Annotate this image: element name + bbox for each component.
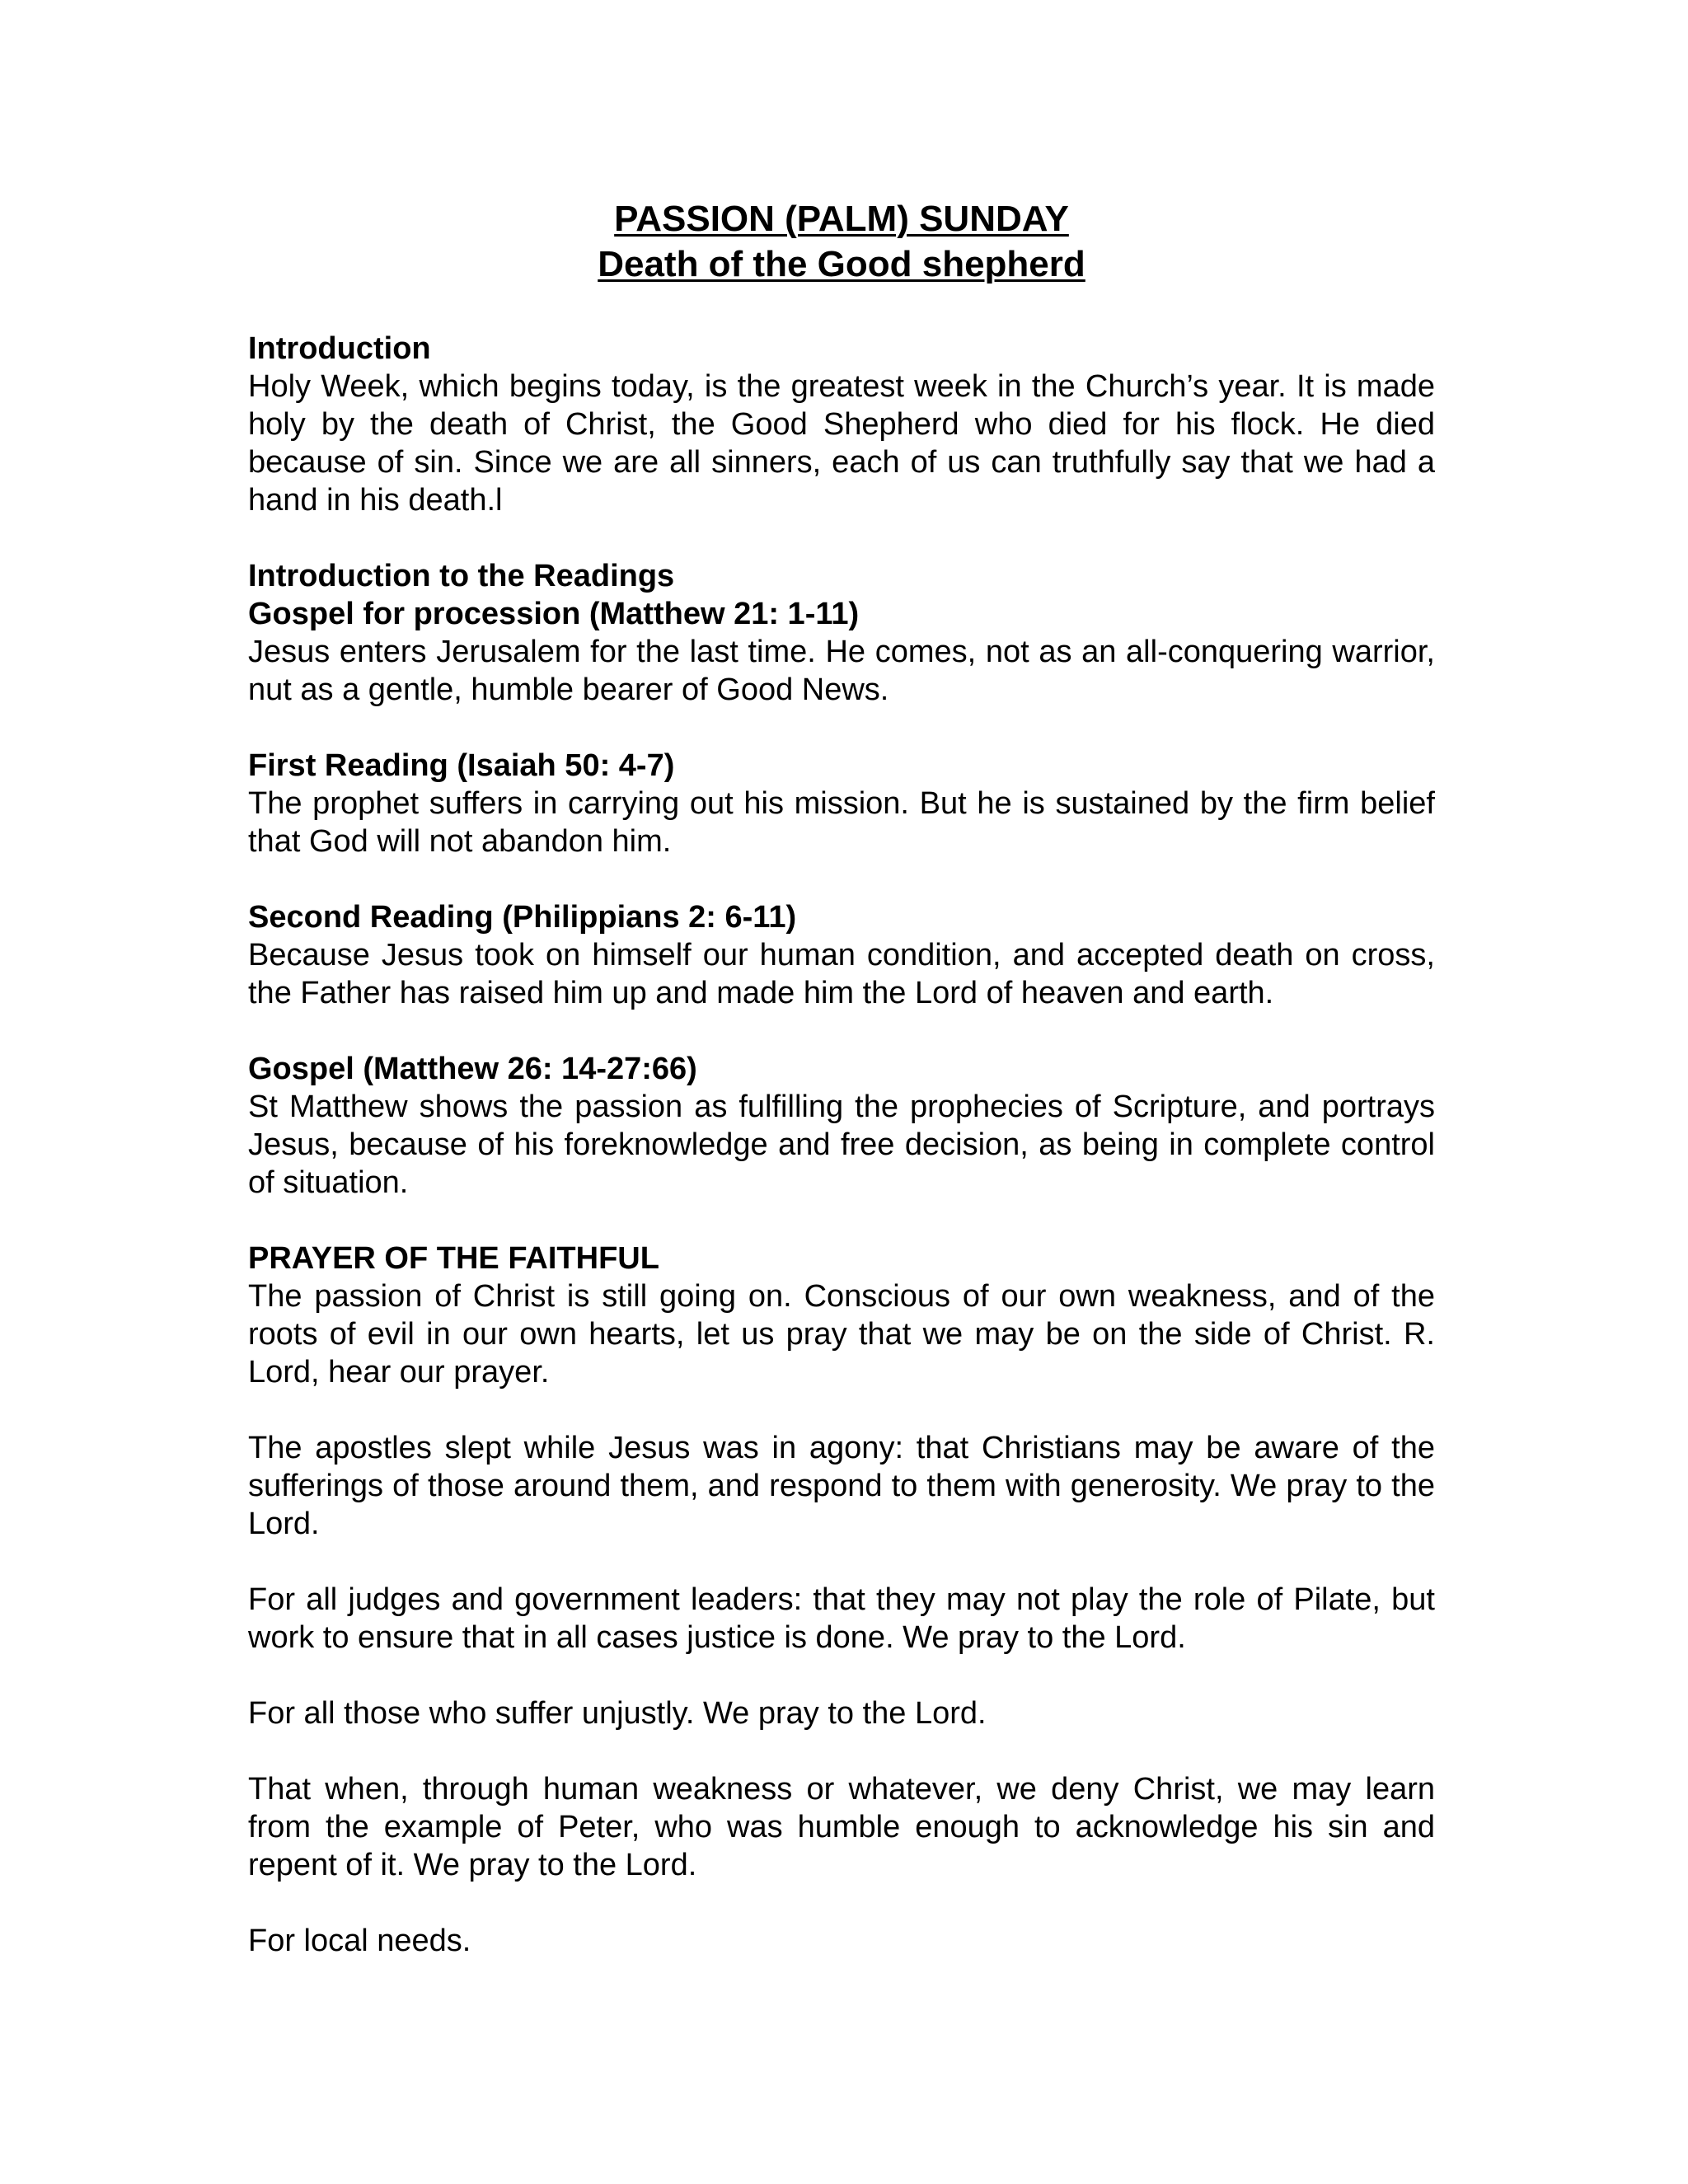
prayer-item [248,1429,1435,1543]
first-reading-section [248,747,1435,860]
document-title [248,196,1435,287]
prayer-item-text: For local needs. [248,1924,471,1958]
gospel-section [248,1050,1435,1202]
prayer-item-text: The apostles slept while Jesus was in agony: that Christians may be aware of the sufferings of those around them, and respond to them with generosity. We pray to the Lord. [248,1431,1435,1541]
prayer-item [248,1770,1435,1884]
prayer-item-text: For all those who suffer unjustly. We pray to the Lord. [248,1696,987,1731]
prayer-intro: The passion of Christ is still going on. Conscious of our own weakness, and of the roots of evil in our own hearts, let us pray that we may be on the side of Christ. R. Lord, hear our prayer. [248,1279,1435,1390]
introduction-heading: Introduction [248,331,431,366]
gospel-text: St Matthew shows the passion as fulfilling the prophecies of Scripture, and portrays Jesus, because of his foreknowledge and free decision, as being in complete control of situation. [248,1090,1435,1200]
prayer-item-text: That when, through human weakness or whatever, we deny Christ, we may learn from the example of Peter, who was humble enough to acknowledge his sin and repent of it. We pray to the Lord. [248,1772,1435,1882]
introduction-section [248,330,1435,519]
second-reading-text: Because Jesus took on himself our human condition, and accepted death on cross, the Father has raised him up and made him the Lord of heaven and earth. [248,938,1435,1010]
title-line-2: Death of the Good shepherd [598,244,1085,284]
procession-heading: Gospel for procession (Matthew 21: 1-11) [248,597,860,631]
first-reading-heading: First Reading (Isaiah 50: 4-7) [248,748,675,783]
readings-heading: Introduction to the Readings [248,559,675,593]
prayer-item-text: For all judges and government leaders: that they may not play the role of Pilate, but work to ensure that in all cases justice is done. We pray to the Lord. [248,1582,1435,1655]
introduction-text: Holy Week, which begins today, is the greatest week in the Church’s year. It is made holy by the death of Christ, the Good Shepherd who died for his flock. He died because of sin. Since we are all sinners, each of us can truthfully say that we had a hand in his death.l [248,369,1435,518]
prayer-item [248,1922,1435,1960]
second-reading-section [248,898,1435,1012]
procession-text: Jesus enters Jerusalem for the last time. He comes, not as an all-conquering warrior, nut as a gentle, humble bearer of Good News. [248,635,1435,707]
gospel-heading: Gospel (Matthew 26: 14-27:66) [248,1052,697,1086]
prayer-heading: PRAYER OF THE FAITHFUL [248,1241,659,1276]
second-reading-heading: Second Reading (Philippians 2: 6-11) [248,900,797,935]
first-reading-text: The prophet suffers in carrying out his mission. But he is sustained by the firm belief that God will not abandon him. [248,786,1435,859]
document-page [248,196,1435,1998]
readings-procession-section [248,557,1435,709]
prayer-section [248,1240,1435,1391]
title-line-1: PASSION (PALM) SUNDAY [614,199,1069,239]
prayer-item [248,1694,1435,1732]
prayer-item [248,1581,1435,1657]
